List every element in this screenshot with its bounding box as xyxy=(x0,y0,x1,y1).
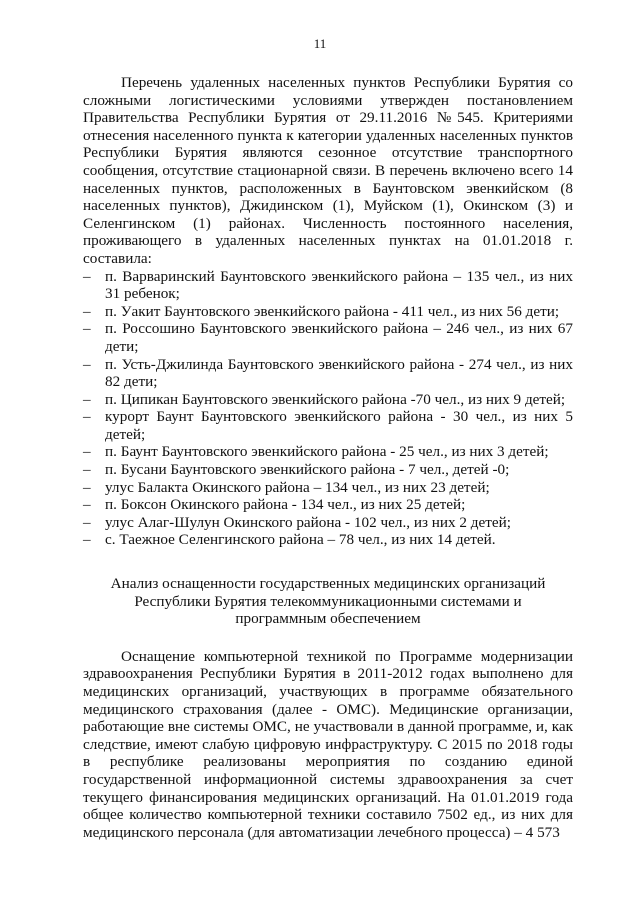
settlement-item xyxy=(83,514,573,532)
settlement-text: курорт Баунт Баунтовского эвенкийского района - 30 чел., из них 5 детей; xyxy=(105,408,573,443)
settlement-text: улус Алаг-Шулун Окинского района - 102 чел., из них 2 детей; xyxy=(105,513,511,531)
settlement-item xyxy=(83,320,573,355)
settlement-item xyxy=(83,461,573,479)
settlement-text: п. Усть-Джилинда Баунтовского эвенкийского района - 274 чел., из них 82 дети; xyxy=(105,355,573,391)
settlement-text: п. Боксон Окинского района - 134 чел., из них 25 детей; xyxy=(105,496,466,514)
settlement-text: п. Варваринский Баунтовского эвенкийского района – 135 чел., из них 31 ребенок; xyxy=(105,267,573,303)
settlement-text: п. Баунт Баунтовского эвенкийского района - 25 чел., из них 3 детей; xyxy=(105,443,549,461)
list-dash-marker: – xyxy=(83,408,91,426)
settlement-text: с. Таежное Селенгинского района – 78 чел., из них 14 детей. xyxy=(105,531,496,549)
list-dash-marker: – xyxy=(83,461,91,479)
list-dash-marker: – xyxy=(83,320,91,338)
settlement-list xyxy=(83,268,573,550)
page-content xyxy=(83,74,573,841)
settlement-text: п. Ципикан Баунтовского эвенкийского района -70 чел., из них 9 детей; xyxy=(105,390,566,408)
list-dash-marker: – xyxy=(83,443,91,461)
body-paragraph: Оснащение компьютерной техникой по Программе модернизации здравоохранения Республики Бурятия в 2011-2012 годах выполнено для медицинских организаций, участвующих в программе обязательного медицинского страхования (далее - ОМС). Медицинские организации, работающие вне системы ОМС, не участвовали в данной программе, и, как следствие, имеют слабую цифровую инфраструктуру. С 2015 по 2018 годы в республике реализованы мероприятия по созданию единой государственной информационной системы здравоохранения за счет текущего финансирования медицинских организаций. На 01.01.2019 года общее количество компьютерной техники составило 7502 ед., из них для медицинского персонала (для автоматизации лечебного процесса) – 4 573 xyxy=(83,647,573,841)
settlement-item xyxy=(83,268,573,303)
list-dash-marker: – xyxy=(83,496,91,514)
settlement-text: улус Балакта Окинского района – 134 чел., из них 23 детей; xyxy=(105,478,490,496)
page-number: 11 xyxy=(313,36,327,51)
section-heading: Анализ оснащенности государственных медицинских организаций Республики Бурятия телекоммуникационными системами и программным обеспечением xyxy=(110,575,546,628)
list-dash-marker: – xyxy=(83,390,91,408)
list-dash-marker: – xyxy=(83,478,91,496)
settlement-item xyxy=(83,479,573,497)
settlement-item xyxy=(83,408,573,443)
settlement-item xyxy=(83,496,573,514)
settlement-text: п. Уакит Баунтовского эвенкийского района - 411 чел., из них 56 дети; xyxy=(105,302,560,320)
settlement-text: п. Россошино Баунтовского эвенкийского района – 246 чел., из них 67 дети; xyxy=(105,320,573,355)
list-dash-marker: – xyxy=(83,302,91,320)
settlement-item xyxy=(83,531,573,549)
settlement-item xyxy=(83,303,573,321)
settlement-item xyxy=(83,356,573,391)
list-dash-marker: – xyxy=(83,267,91,285)
list-dash-marker: – xyxy=(83,531,91,549)
list-dash-marker: – xyxy=(83,513,91,531)
settlement-item xyxy=(83,443,573,461)
list-dash-marker: – xyxy=(83,355,91,373)
settlement-item xyxy=(83,391,573,409)
settlement-text: п. Бусани Баунтовского эвенкийского района - 7 чел., детей -0; xyxy=(105,461,510,479)
intro-paragraph: Перечень удаленных населенных пунктов Республики Бурятия со сложными логистическими условиями утвержден постановлением Правительства Республики Бурятия от 29.11.2016 №545. Критериями отнесения населенного пункта к категории удаленных населенных пунктов Республики Бурятия являются сезонное отсутствие транспортного сообщения, отсутствие стационарной связи. В перечень включено всего 14 населенных пунктов, расположенных в Баунтовском эвенкийском (8 населенных пунктов), Джидинском (1), Муйском (1), Окинском (3) и Селенгинском (1) районах. Численность постоянного населения, проживающего в удаленных населенных пунктах на 01.01.2018 г. составила: xyxy=(83,74,573,267)
